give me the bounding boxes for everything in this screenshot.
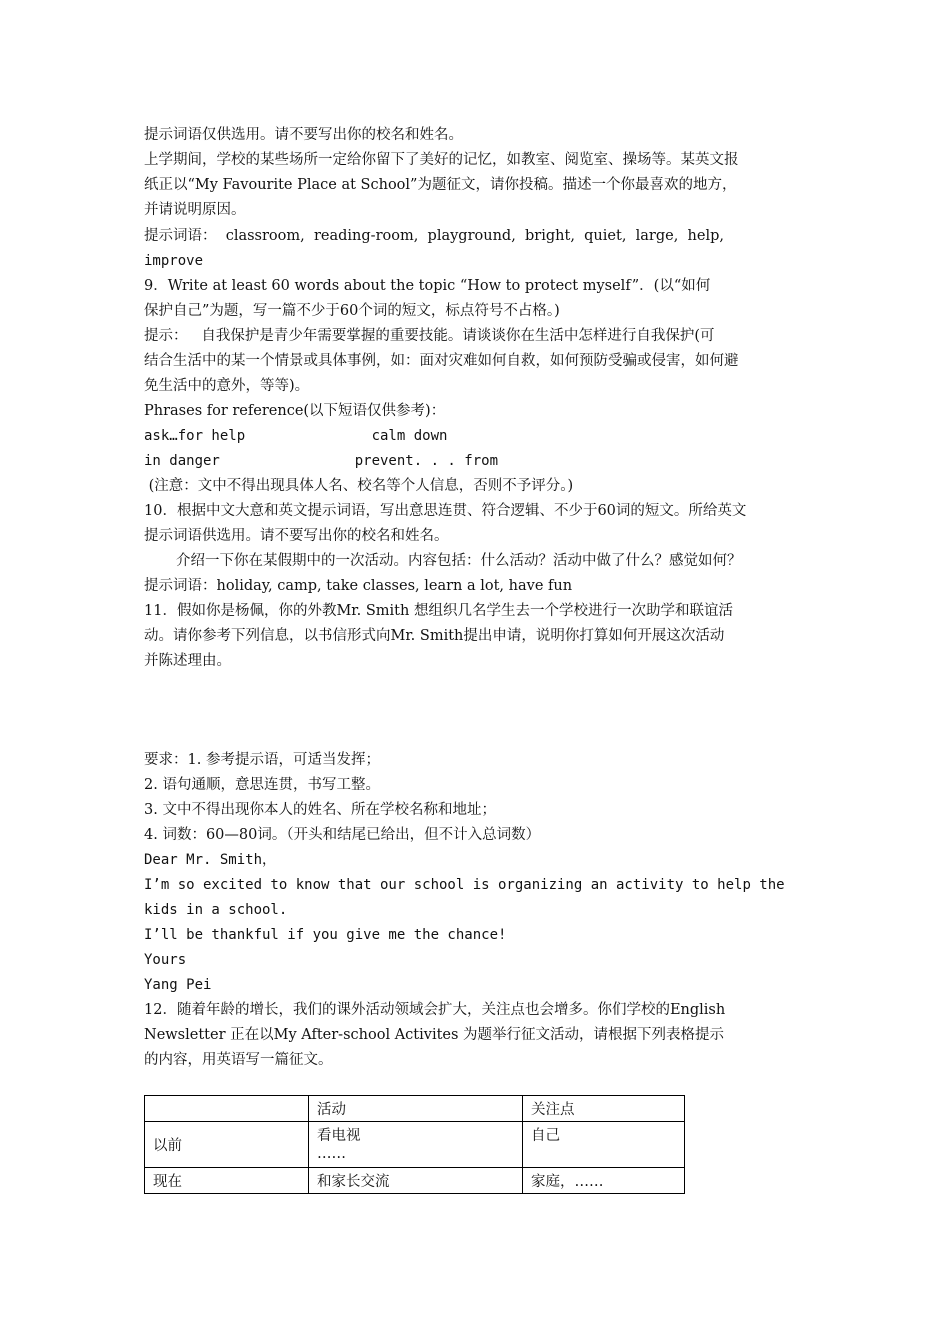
text-line: 提示词语仅供选用。请不要写出你的校名和姓名。 [144,127,463,143]
text-line: 提示： 自我保护是青少年需要掌握的重要技能。请谈谈你在生活中怎样进行自我保护(可 [144,328,715,344]
table-cell: 以前 [145,1122,309,1168]
table-row [145,1168,685,1194]
text-line: 9．Write at least 60 words about the topic “How to protect myself”．(以“如何 [144,278,711,294]
table-header-cell [145,1096,309,1122]
activity-table [144,1095,685,1194]
table-cell: 自己 [523,1122,685,1168]
text-line: 并陈述理由。 [144,653,231,669]
table-cell: 现在 [145,1168,309,1194]
table-header-cell: 活动 [309,1096,523,1122]
text-line: improve [144,253,204,269]
table-header-cell: 关注点 [523,1096,685,1122]
table-row [145,1122,685,1168]
table-cell: 家庭，…… [523,1168,685,1194]
text-line: 结合生活中的某一个情景或具体事例，如：面对灾难如何自救，如何预防受骗或侵害，如何避 [144,353,739,369]
text-line: 要求：1. 参考提示语，可适当发挥； [144,752,380,768]
text-line: 10．根据中文大意和英文提示词语，写出意思连贯、符合逻辑、不少于60词的短文。所给英文 [144,503,747,519]
table-header-row [145,1096,685,1122]
text-line: 提示词语： classroom, reading-room, playground, bright, quiet, large, help, [144,228,724,244]
text-line: Yours [144,952,187,968]
text-line: kids in a school. [144,902,288,918]
text-line: I’ll be thankful if you give me the chance! [144,927,507,943]
text-line: ask…for help calm down [144,428,448,444]
table-cell [309,1122,523,1168]
text-line: Newsletter 正在以My After-school Activites 为题举行征文活动，请根据下列表格提示 [144,1027,725,1043]
table-cell: 和家长交流 [309,1168,523,1194]
cell-text: 看电视 [317,1128,361,1144]
text-line: 上学期间，学校的某些场所一定给你留下了美好的记忆，如教室、阅览室、操场等。某英文报 [144,152,739,168]
text-line: Phrases for reference(以下短语仅供参考)： [144,403,446,419]
text-line: 纸正以“My Favourite Place at School”为题征文，请你投稿。描述一个你最喜欢的地方， [144,177,737,193]
text-line: Yang Pei [144,977,212,993]
text-line: in danger prevent. . . from [144,453,499,469]
text-line: 免生活中的意外，等等)。 [144,378,310,394]
text-line: 的内容，用英语写一篇征文。 [144,1052,333,1068]
text-line: 4. 词数：60—80词。（开头和结尾已给出，但不计入总词数） [144,827,541,843]
text-line: 提示词语：holiday, camp, take classes, learn a lot, have fun [144,578,573,594]
text-line: 提示词语供选用。请不要写出你的校名和姓名。 [144,528,449,544]
text-line: 保护自己”为题，写一篇不少于60个词的短文，标点符号不占格。) [144,303,560,319]
text-line: 3. 文中不得出现你本人的姓名、所在学校名称和地址； [144,802,496,818]
text-line: 2. 语句通顺，意思连贯，书写工整。 [144,777,380,793]
text-line: 并请说明原因。 [144,202,246,218]
text-line: 介绍一下你在某假期中的一次活动。内容包括：什么活动？活动中做了什么？感觉如何？ [176,553,742,569]
text-line: I’m so excited to know that our school is organizing an activity to help the [144,877,785,893]
cell-text: …… [317,1146,346,1162]
text-line: 动。请你参考下列信息，以书信形式向Mr. Smith提出申请，说明你打算如何开展这次活动 [144,628,725,644]
text-line: 12．随着年龄的增长，我们的课外活动领域会扩大，关注点也会增多。你们学校的English [144,1002,726,1018]
text-line: (注意：文中不得出现具体人名、校名等个人信息，否则不予评分。) [144,478,574,494]
text-line: 11．假如你是杨佩，你的外教Mr. Smith 想组织几名学生去一个学校进行一次助学和联谊活 [144,603,733,619]
text-line: Dear Mr. Smith， [144,852,277,868]
